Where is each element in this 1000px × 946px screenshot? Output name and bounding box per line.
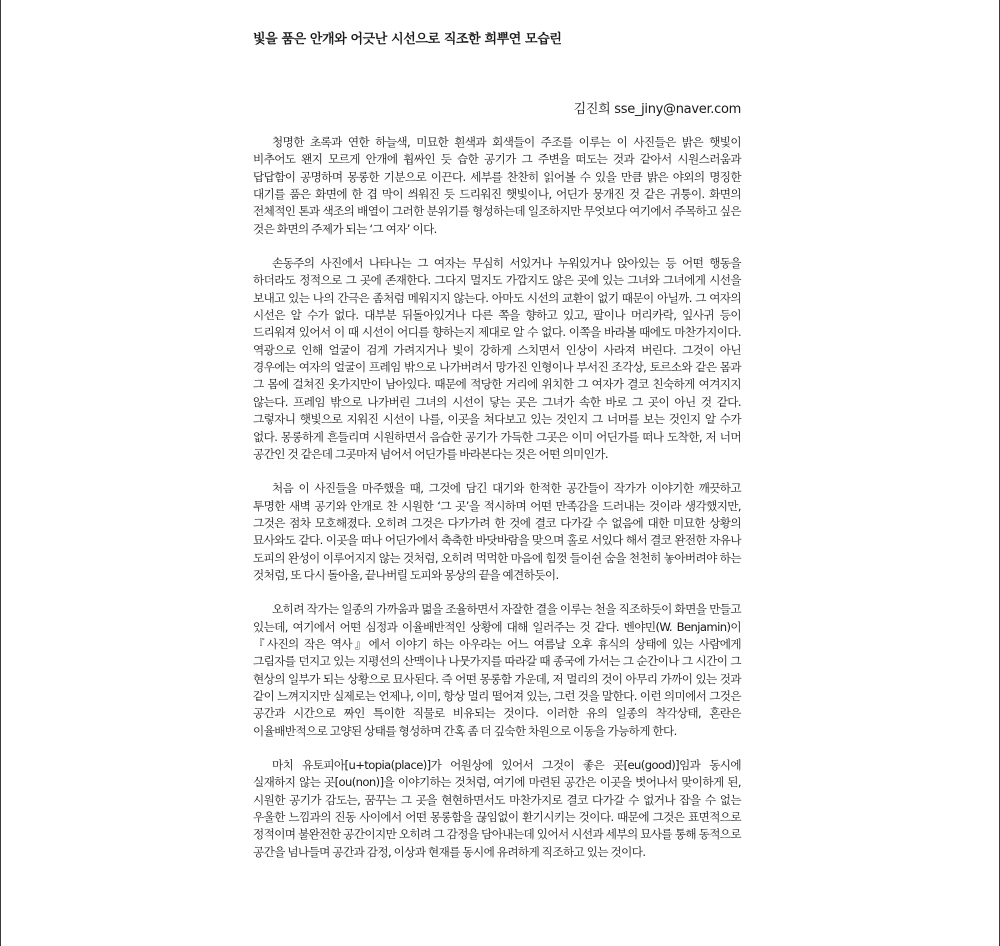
article-title: 빛을 품은 안개와 어긋난 시선으로 직조한 희뿌연 모습린: [253, 32, 562, 47]
paragraph-1: 청명한 초록과 연한 하늘색, 미묘한 흰색과 회색들이 주조를 이루는 이 사진들은 밝은 햇빛이 비추어도 왠지 모르게 안개에 휩싸인 듯 습한 공기가 그 주변을 떠도는 것과 같아서 시원스러움과 답답함이 공명하며 몽롱한 기분으로 이끈다. 세부를 찬찬히 읽어볼 수 있을 만큼 밝은 야외의 명징한 대기를 품은 화면에 한 겹 막이 씌워진 듯 드리워진 햇빛이나, 어딘가 뭉개진 것 같은 귀퉁이. 화면의 전체적인 톤과 색조의 배열이 그러한 분위기를 형성하는데 일조하지만 무엇보다 여기에서 주목하고 싶은 것은 화면의 주제가 되는 ‘그 여자’ 이다.: [253, 135, 741, 236]
page-edge-left: [0, 0, 1, 946]
paragraph-4: 오히려 작가는 일종의 가까움과 멂을 조율하면서 자잘한 결을 이루는 천을 직조하듯이 화면을 만들고 있는데, 여기에서 어떤 심정과 이율배반적인 상황에 대해 일러주는 것 같다. 벤야민(W. Benjamin)이 『사진의 작은 역사』에서 이야기 하는 아우라는 어느 여름날 오후 휴식의 상태에 있는 사람에게 그림자를 던지고 있는 지평선의 산맥이나 나뭇가지를 따라갈 때 종국에 가서는 그 순간이나 그 시간이 그 현상의 일부가 되는 상황으로 묘사된다. 즉 어떤 몽롱함 가운데, 저 멀리의 것이 아무리 가까이 있는 것과 같이 느껴지지만 실제로는 언제나, 이미, 항상 멀리 떨어져 있는, 그런 것을 말한다. 이런 의미에서 그것은 공간과 시간으로 짜인 특이한 직물로 비유되는 것이다. 이러한 유의 일종의 착각상태, 혼란은 이율배반적으로 고양된 상태를 형성하며 간혹 좀 더 깊숙한 차원으로 이동을 가능하게 한다.: [253, 602, 741, 738]
paragraph-2: 손동주의 사진에서 나타나는 그 여자는 무심히 서있거나 누워있거나 앉아있는 등 어떤 행동을 하더라도 정적으로 그 곳에 존재한다. 그다지 멀지도 가깝지도 않은 곳에 있는 그녀와 그녀에게 시선을 보내고 있는 나의 간극은 좀처럼 메워지지 않는다. 아마도 시선의 교환이 없기 때문이 아닐까. 그 여자의 시선은 알 수가 없다. 대부분 뒤돌아있거나 다른 쪽을 향하고 있고, 팔이나 머리카락, 잎사귀 등이 드리워져 있어서 이 때 시선이 어디를 향하는지 제대로 알 수 없다. 이쪽을 바라볼 때에도 마찬가지이다. 역광으로 인해 얼굴이 검게 가려지거나 빛이 강하게 스치면서 인상이 사라져 버린다. 그것이 아닌 경우에는 여자의 얼굴이 프레임 밖으로 나가버려서 망가진 인형이나 부서진 조각상, 토르소와 같은 몸과 그 몸에 걸쳐진 옷가지만이 남아있다. 때문에 적당한 거리에 위치한 그 여자가 결코 친숙하게 여겨지지 않는다. 프레임 밖으로 나가버린 그녀의 시선이 닿는 곳은 그녀가 속한 바로 그 곳이 아닌 것 같다. 그렇자니 햇빛으로 지워진 시선이 나를, 이곳을 쳐다보고 있는 것인지 그 너머를 보는 것인지 알 수가 없다. 몽롱하게 흔들리며 시원하면서 음습한 공기가 가득한 그곳은 이미 어딘가를 떠나 도착한, 저 너머 공간인 것 같은데 그곳마저 넘어서 어딘가를 바라본다는 것은 어떤 의미인가.: [253, 256, 741, 461]
paragraph-3: 처음 이 사진들을 마주했을 때, 그것에 담긴 대기와 한적한 공간들이 작가가 이야기한 깨끗하고 투명한 새벽 공기와 안개로 찬 시원한 ‘그 곳’을 적시하며 어떤 만족감을 드러내는 것이라 생각했지만, 그것은 점차 모호해졌다. 오히려 그것은 다가가려 한 것에 결코 다가갈 수 없음에 대한 미묘한 상황의 묘사와도 같다. 이곳을 떠나 어딘가에서 축축한 바닷바람을 맞으며 홀로 서있다 해서 결코 완전한 자유나 도피의 완성이 이루어지지 않는 것처럼, 오히려 먹먹한 마음에 힘껏 들이쉰 숨을 천천히 놓아버려야 하는 것처럼, 또 다시 돌아올, 끝나버릴 도피와 몽상의 끝을 예견하듯이.: [253, 481, 741, 582]
article-author: 김진희 sse_jiny@naver.com: [573, 102, 741, 117]
paragraph-5: 마치 유토피아[u+topia(place)]가 어원상에 있어서 그것이 좋은 곳[eu(good)]임과 동시에 실재하지 않는 곳[ou(non)]을 이야기하는 것처럼, 여기에 마련된 공간은 이곳을 벗어나서 맞이하게 된, 시원한 공기가 감도는, 꿈꾸는 그 곳을 현현하면서도 마찬가지로 결코 다가갈 수 없거나 잡을 수 없는 우울한 느낌과의 진동 사이에서 어떤 몽롱함을 끊임없이 환기시키는 것이다. 때문에 그것은 표면적으로 정적이며 불완전한 공간이지만 오히려 그 감정을 담아내는데 있어서 시선과 세부의 묘사를 통해 동적으로 공간을 넘나들며 공간과 감정, 이상과 현재를 동시에 유려하게 직조하고 있는 것이다.: [253, 758, 741, 859]
article: [253, 30, 741, 859]
article-body: [253, 134, 741, 878]
